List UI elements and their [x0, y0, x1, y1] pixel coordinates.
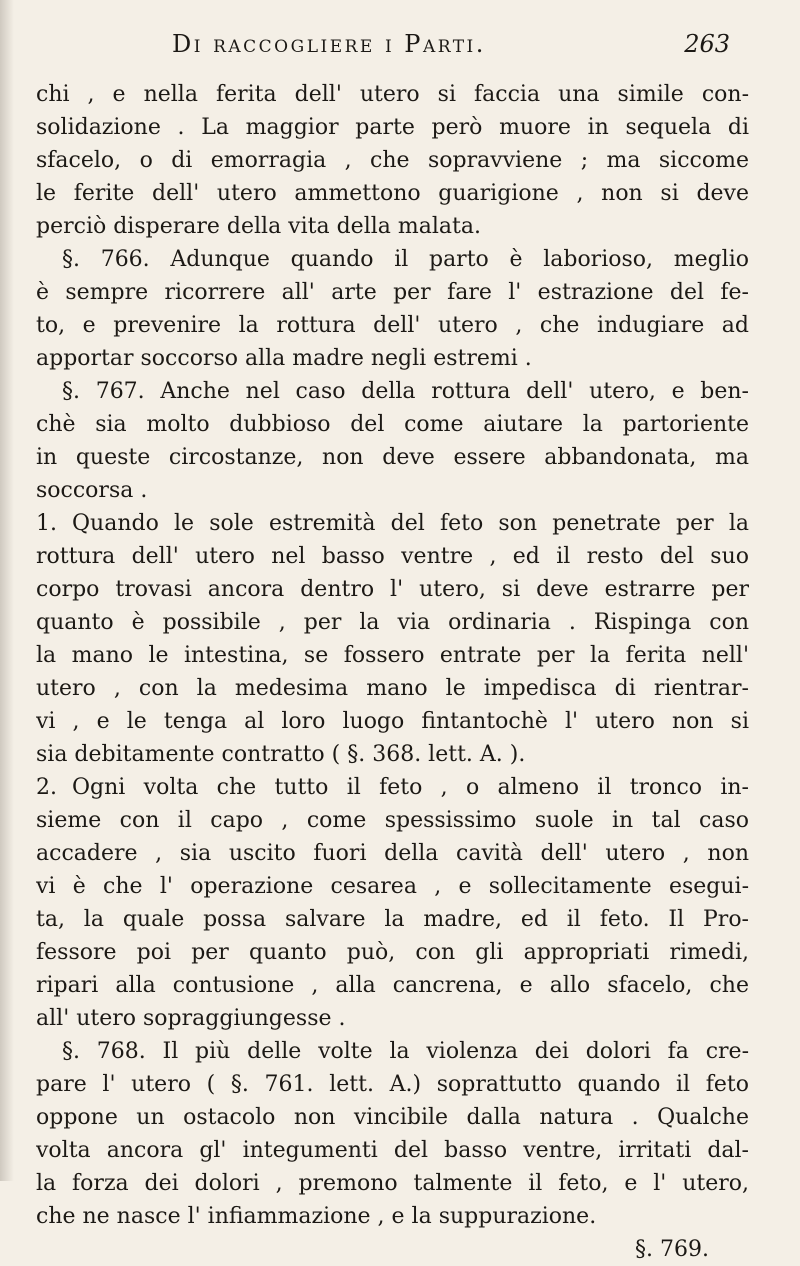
- text-line: [36, 342, 749, 375]
- text-line: [36, 1068, 749, 1101]
- line-text: all' utero sopraggiungesse .: [36, 1006, 346, 1031]
- line-text: sieme con il capo , come spessissimo suole in tal caso: [36, 808, 749, 833]
- line-text: sfacelo, o di emorragia , che sopravviene ; ma siccome: [36, 148, 749, 173]
- line-text: Ogni volta che tutto il feto , o almeno il tronco in-: [72, 775, 749, 800]
- line-text: pare l' utero ( §. 761. lett. A.) soprattutto quando il feto: [36, 1072, 749, 1097]
- text-line: [36, 837, 749, 870]
- item-number: 2.: [36, 775, 57, 800]
- text-line: [36, 1167, 749, 1200]
- text-line: [36, 903, 749, 936]
- line-text: to, e prevenire la rottura dell' utero , che indugiare ad: [36, 313, 749, 338]
- line-text: è sempre ricorrere all' arte per fare l' estrazione del fe-: [36, 280, 749, 305]
- binding-shadow: [0, 0, 14, 1181]
- text-line: [36, 771, 749, 804]
- text-line: [36, 177, 749, 210]
- line-text: vi , e le tenga al loro luogo fintantochè l' utero non si: [36, 709, 749, 734]
- text-line: [36, 870, 749, 903]
- text-line: [36, 969, 749, 1002]
- line-text: soccorsa .: [36, 478, 148, 503]
- text-line: [36, 375, 749, 408]
- line-text: solidazione . La maggior parte però muore in sequela di: [36, 115, 749, 140]
- line-text: ripari alla contusione , alla cancrena, e allo sfacelo, che: [36, 973, 749, 998]
- body-text: [36, 78, 749, 1266]
- text-line: [36, 474, 749, 507]
- running-title: Di raccogliere i Parti.: [172, 30, 486, 58]
- line-text: accadere , sia uscito fuori della cavità dell' utero , non: [36, 841, 749, 866]
- text-line: [36, 210, 749, 243]
- text-line: [36, 804, 749, 837]
- line-text: che ne nasce l' infiammazione , e la suppurazione.: [36, 1204, 597, 1229]
- text-line: [36, 276, 749, 309]
- page-number: 263: [684, 30, 730, 58]
- text-line: [36, 1134, 749, 1167]
- text-line: [36, 936, 749, 969]
- catchword: §. 769.: [635, 1237, 709, 1262]
- text-line: [36, 243, 749, 276]
- line-text: fessore poi per quanto può, con gli appropriati rimedi,: [36, 940, 749, 965]
- line-text: corpo trovasi ancora dentro l' utero, si deve estrarre per: [36, 577, 749, 602]
- line-text: volta ancora gl' integumenti del basso ventre, irritati dal-: [36, 1138, 749, 1163]
- line-text: la forza dei dolori , premono talmente il feto, e l' utero,: [36, 1171, 749, 1196]
- text-line: [36, 573, 749, 606]
- text-line: [36, 1101, 749, 1134]
- text-line: [36, 1035, 749, 1068]
- line-text: in queste circostanze, non deve essere abbandonata, ma: [36, 445, 749, 470]
- text-line: [36, 540, 749, 573]
- line-text: la mano le intestina, se fossero entrate per la ferita nell': [36, 643, 749, 668]
- line-text: Quando le sole estremità del feto son penetrate per la: [72, 511, 749, 536]
- line-text: rottura dell' utero nel basso ventre , ed il resto del suo: [36, 544, 749, 569]
- text-line: [36, 111, 749, 144]
- line-text: le ferite dell' utero ammettono guarigione , non si deve: [36, 181, 749, 206]
- line-text: §. 766. Adunque quando il parto è laborioso, meglio: [62, 247, 749, 272]
- line-text: sia debitamente contratto ( §. 368. lett. A. ).: [36, 742, 526, 767]
- line-text: §. 767. Anche nel caso della rottura dell' utero, e ben-: [62, 379, 749, 404]
- text-line: [36, 606, 749, 639]
- text-line: [36, 738, 749, 771]
- text-line: [36, 441, 749, 474]
- text-line: [36, 1200, 749, 1233]
- line-text: quanto è possibile , per la via ordinaria . Rispinga con: [36, 610, 749, 635]
- line-text: apportar soccorso alla madre negli estremi .: [36, 346, 532, 371]
- text-line: [36, 1002, 749, 1035]
- line-text: chi , e nella ferita dell' utero si faccia una simile con-: [36, 82, 749, 107]
- line-text: perciò disperare della vita della malata.: [36, 214, 481, 239]
- text-line: [36, 408, 749, 441]
- line-text: utero , con la medesima mano le impedisca di rientrar-: [36, 676, 749, 701]
- text-line: [36, 507, 749, 540]
- line-text: ta, la quale possa salvare la madre, ed il feto. Il Pro-: [36, 907, 749, 932]
- page-header: [172, 30, 730, 70]
- text-line: [36, 78, 749, 111]
- line-text: oppone un ostacolo non vincibile dalla natura . Qualche: [36, 1105, 749, 1130]
- text-line: [36, 705, 749, 738]
- line-text: chè sia molto dubbioso del come aiutare la partoriente: [36, 412, 749, 437]
- line-text: vi è che l' operazione cesarea , e sollecitamente esegui-: [36, 874, 749, 899]
- text-line: [36, 144, 749, 177]
- text-line: [36, 672, 749, 705]
- text-line: [36, 309, 749, 342]
- item-number: 1.: [36, 511, 57, 536]
- text-line: [36, 639, 749, 672]
- line-text: §. 768. Il più delle volte la violenza dei dolori fa cre-: [62, 1039, 749, 1064]
